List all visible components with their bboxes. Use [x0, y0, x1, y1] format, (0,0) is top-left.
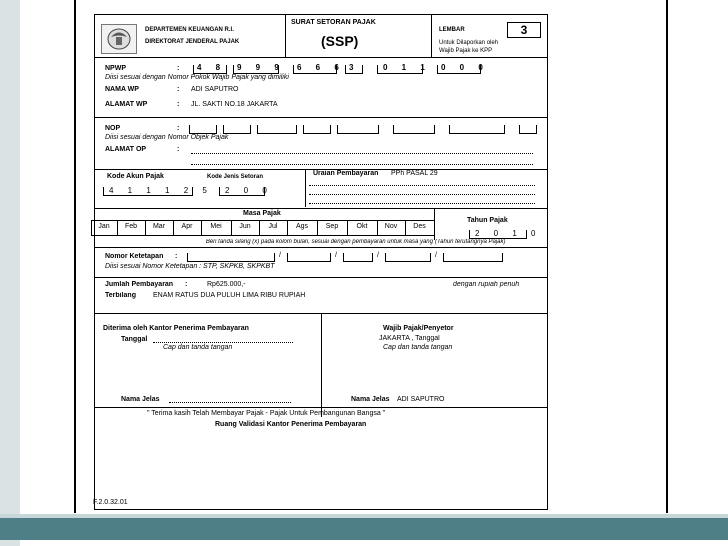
nop-label: NOP	[105, 125, 121, 132]
uraian-value: PPh PASAL 29	[391, 170, 438, 177]
alamat-wp-value: JL. SAKTI NO.18 JAKARTA	[191, 101, 278, 108]
month-ags[interactable]: Ags	[295, 223, 309, 230]
npwp-group-1: 4 8	[197, 63, 227, 72]
jumlah-colon: :	[185, 281, 188, 288]
nama-jelas-right-value: ADI SAPUTRO	[397, 396, 445, 403]
jumlah-value: Rp625.000,-	[207, 281, 246, 288]
npwp-colon: :	[177, 65, 180, 72]
npwp-group-5: 0 1 1	[383, 63, 431, 72]
npwp-group-6: 0 0 0	[441, 63, 489, 72]
kode-akun-label: Kode Akun Pajak	[107, 173, 164, 180]
month-apr[interactable]: Apr	[181, 223, 193, 230]
place-date: JAKARTA , Tanggal	[379, 335, 440, 342]
form-title: SURAT SETORAN PAJAK	[291, 19, 376, 26]
month-jul[interactable]: Jul	[268, 223, 278, 230]
kode-jenis-label: Kode Jenis Setoran	[207, 174, 264, 180]
month-nov[interactable]: Nov	[384, 223, 398, 230]
month-des[interactable]: Des	[413, 223, 426, 230]
ssp-form: DEPARTEMEN KEUANGAN R.I. DIREKTORAT JENDERAL PAJAK SURAT SETORAN PAJAK (SSP) LEMBAR 3 Untuk Dilaporkan oleh Wajib Pajak ke KPP NPWP : 4 8 9 9 9 6 6 6 3 0 1 1 0 0 0 Diisi sesuai dengan Nomor Pokok Wajib Pajak yang dimiliki NAMA WP : ADI SAPUTRO ALAMAT WP : JL. SAKTI NO.18 JAKARTA NOP : Diisi sesuai dengan Nomor Objek Pajak ALAMAT OP : Kode Akun Pajak 4 1 1 1 2 5 Kode Jenis Setoran 2 0 0 Uraian Pembayaran PPh PASAL 29 Masa Pajak Tahun Pajak 2 0 1 0 Jan Feb Mar Apr Mei Jun Jul Ags Sep Okt Nov Des Beri tanda silang (x) pada kolom bulan, sesuai dengan pembayaran untuk masa yang (Tahun terutangnya Pajak) Nomor Ketetapan : / / / / Diisi sesuai Nomor Ketetapan : STP, SKPKB, SKPKBT Jumlah Pembayaran : Rp625.000,- dengan rupiah penuh Terbilang ENAM RATUS DUA PULUH LIMA RIBU RUPIAH Diterima oleh Kantor Penerima Pembayaran Tanggal Cap dan tanda tangan Wajib Pajak/Penyetor JAKARTA , Tanggal Cap dan tanda tangan Nama Jelas Nama Jelas ADI SAPUTRO " Terima kasih Telah Membayar Pajak - Pajak Untuk Pembangunan Bangsa " Ruang Validasi Kantor Penerima Pembayaran F.2.0.32.01	[94, 14, 548, 510]
garuda-emblem-icon	[102, 25, 136, 53]
dept-name-1: DEPARTEMEN KEUANGAN R.I.	[145, 27, 234, 33]
nop-note: Diisi sesuai dengan Nomor Objek Pajak	[105, 134, 229, 141]
month-mar[interactable]: Mar	[152, 223, 166, 230]
penerima-title: Diterima oleh Kantor Penerima Pembayaran	[103, 325, 249, 332]
ketetapan-label: Nomor Ketetapan	[105, 253, 164, 260]
lembar-label: LEMBAR	[439, 27, 465, 33]
month-mei[interactable]: Mei	[210, 223, 222, 230]
alamat-wp-colon: :	[177, 101, 180, 108]
nama-wp-value: ADI SAPUTRO	[191, 86, 239, 93]
penyetor-title: Wajib Pajak/Penyetor	[383, 325, 454, 332]
alamat-op-colon: :	[177, 146, 180, 153]
npwp-note: Diisi sesuai dengan Nomor Pokok Wajib Pajak yang dimiliki	[105, 74, 289, 81]
tahun-pajak-value: 2 0 1 0	[475, 229, 542, 238]
thanks-note: " Terima kasih Telah Membayar Pajak - Pajak Untuk Pembangunan Bangsa "	[147, 410, 386, 417]
npwp-group-4: 3	[349, 63, 360, 72]
month-jun[interactable]: Jun	[239, 223, 251, 230]
npwp-label: NPWP	[105, 65, 126, 72]
ruang-validasi: Ruang Validasi Kantor Penerima Pembayaran	[215, 421, 367, 428]
month-sep[interactable]: Sep	[325, 223, 339, 230]
masa-pajak-label: Masa Pajak	[243, 210, 281, 217]
uraian-label: Uraian Pembayaran	[313, 170, 379, 177]
lembar-number: 3	[507, 22, 541, 38]
nama-jelas-left-label: Nama Jelas	[121, 396, 160, 403]
form-subtitle: (SSP)	[321, 33, 359, 49]
lembar-note-2: Wajib Pajak ke KPP	[439, 48, 493, 54]
terbilang-label: Terbilang	[105, 292, 136, 299]
ketetapan-note: Diisi sesuai Nomor Ketetapan : STP, SKPKB, SKPKBT	[105, 263, 275, 270]
month-jan[interactable]: Jan	[98, 223, 110, 230]
rupiah-note: dengan rupiah penuh	[453, 281, 520, 288]
form-code: F.2.0.32.01	[93, 499, 128, 506]
terbilang-value: ENAM RATUS DUA PULUH LIMA RIBU RUPIAH	[153, 292, 306, 299]
tanggal-label: Tanggal	[121, 336, 148, 343]
djp-logo	[101, 24, 137, 54]
npwp-group-3: 6 6 6	[297, 63, 345, 72]
footer-bar	[0, 518, 728, 540]
cap-right: Cap dan tanda tangan	[383, 344, 453, 351]
tahun-pajak-label: Tahun Pajak	[467, 217, 508, 224]
lembar-note-1: Untuk Dilaporkan oleh	[439, 40, 499, 46]
cap-left: Cap dan tanda tangan	[163, 344, 233, 351]
kode-jenis-value: 2 0 0	[225, 186, 273, 195]
slide-left-margin	[0, 0, 20, 546]
nama-jelas-right-label: Nama Jelas	[351, 396, 390, 403]
month-feb[interactable]: Feb	[124, 223, 138, 230]
ketetapan-colon: :	[175, 253, 178, 260]
month-okt[interactable]: Okt	[356, 223, 368, 230]
npwp-group-2: 9 9 9	[237, 63, 285, 72]
kode-akun-value: 4 1 1 1 2 5	[109, 186, 213, 195]
tahun-note: (Tahun terutangnya Pajak)	[435, 239, 506, 245]
masa-note: Beri tanda silang (x) pada kolom bulan, sesuai dengan pembayaran untuk masa yang	[205, 239, 433, 245]
alamat-op-label: ALAMAT OP	[105, 146, 147, 153]
nop-colon: :	[177, 125, 180, 132]
nama-wp-colon: :	[177, 86, 180, 93]
jumlah-label: Jumlah Pembayaran	[105, 281, 174, 288]
dept-name-2: DIREKTORAT JENDERAL PAJAK	[145, 39, 240, 45]
alamat-wp-label: ALAMAT WP	[105, 101, 148, 108]
nama-wp-label: NAMA WP	[105, 86, 139, 93]
